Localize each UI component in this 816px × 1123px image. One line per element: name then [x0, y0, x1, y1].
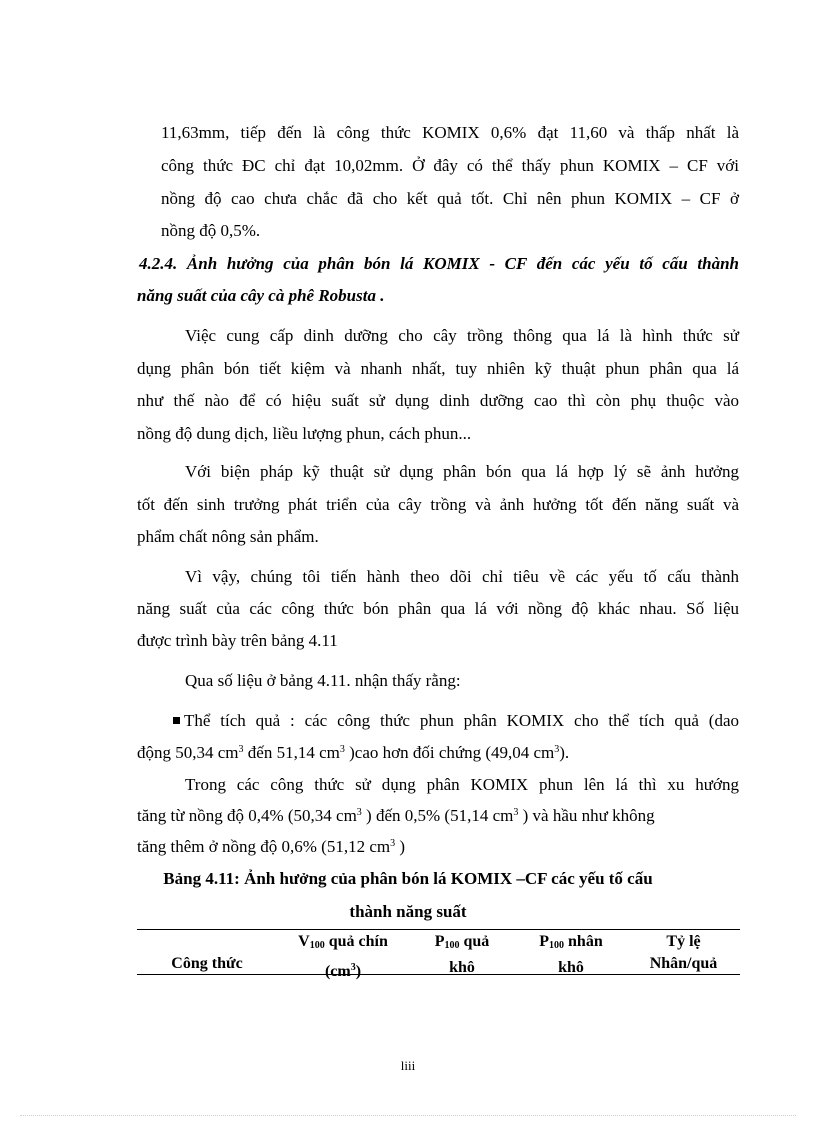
bullet-marker	[173, 717, 180, 724]
header-text: khô	[558, 959, 584, 976]
bullet-item	[173, 712, 739, 729]
header-text: P	[434, 933, 445, 950]
table-caption: Bảng 4.11: Ảnh hưởng của phân bón lá KOMIX –CF các yếu tố cấu	[163, 869, 653, 888]
table-caption: thành năng suất	[349, 902, 467, 921]
text-line: Với biện pháp kỹ thuật sử dụng phân bón qua lá hợp lý sẽ ảnh hưởng	[185, 462, 739, 481]
header-text: )	[355, 963, 362, 980]
column-header-formula: Công thức	[171, 955, 243, 972]
text-line	[137, 838, 405, 855]
header-text: Nhân/quả	[649, 955, 718, 972]
text-line: phẩm chất nông sản phẩm.	[137, 527, 319, 546]
header-text: (cm	[324, 963, 351, 980]
text-line: 11,63mm, tiếp đến là công thức KOMIX 0,6% đạt 11,60 và thấp nhất là	[161, 123, 739, 142]
column-header-ratio	[627, 931, 740, 975]
text-line: như thế nào để có hiệu suất sử dụng dinh dưỡng cao thì còn phụ thuộc vào	[137, 391, 739, 410]
text-line: tốt đến sinh trưởng phát triển của cây trồng và ảnh hưởng tốt đến năng suất và	[137, 495, 739, 514]
section-heading: năng suất của cây cà phê Robusta .	[137, 286, 385, 305]
text-fragment: ).	[559, 743, 570, 762]
text-fragment: )	[395, 837, 406, 856]
superscript: 3	[350, 962, 356, 973]
header-text: Tỷ lệ	[666, 933, 701, 950]
text-fragment: tăng từ nồng độ 0,4% (50,34 cm	[137, 806, 357, 825]
superscript: 3	[339, 744, 345, 755]
text-fragment: động 50,34 cm	[137, 743, 239, 762]
text-fragment: ) và hầu như không	[518, 806, 655, 825]
text-line: nồng độ cao chưa chắc đã cho kết quả tốt. Chỉ nên phun KOMIX – CF ở	[161, 189, 739, 208]
subscript: 100	[549, 940, 565, 951]
superscript: 3	[554, 744, 560, 755]
header-text: quả chín	[324, 933, 388, 950]
superscript: 3	[390, 838, 396, 849]
text-fragment: tăng thêm ở nồng độ 0,6% (51,12 cm	[137, 837, 391, 856]
column-header-dry-bean-weight	[515, 931, 627, 979]
subscript: 100	[309, 940, 325, 951]
text-fragment: )cao hơn đối chứng (49,04 cm	[344, 743, 555, 762]
text-line: được trình bày trên bảng 4.11	[137, 631, 338, 650]
section-heading: 4.2.4. Ảnh hưởng của phân bón lá KOMIX - CF đến các yếu tố cấu thành	[139, 254, 739, 273]
text-fragment: ) đến 0,5% (51,14 cm	[361, 806, 514, 825]
table-top-rule	[137, 929, 740, 930]
text-line: năng suất của các công thức bón phân qua lá với nồng độ khác nhau. Số liệu	[137, 599, 739, 618]
text-fragment: đến 51,14 cm	[243, 743, 340, 762]
bullet-text: Thể tích quả : các công thức phun phân KOMIX cho thể tích quả (dao	[184, 711, 739, 730]
text-line: Qua số liệu ở bảng 4.11. nhận thấy rằng:	[185, 671, 461, 690]
text-line: nồng độ 0,5%.	[161, 221, 261, 240]
text-line: Vì vậy, chúng tôi tiến hành theo dõi chỉ tiêu về các yếu tố cấu thành	[185, 567, 739, 586]
header-text: nhân	[564, 933, 603, 950]
header-text: khô	[449, 959, 475, 976]
table-header-rule	[137, 974, 740, 975]
superscript: 3	[238, 744, 244, 755]
text-line: Trong các công thức sử dụng phân KOMIX phun lên lá thì xu hướng	[185, 775, 739, 794]
text-line	[137, 744, 569, 761]
text-line: dụng phân bón tiết kiệm và nhanh nhất, tuy nhiên kỹ thuật phun phân qua lá	[137, 359, 739, 378]
text-line	[137, 807, 655, 824]
column-header-dry-fruit-weight	[409, 931, 515, 979]
superscript: 3	[356, 807, 362, 818]
column-header-volume	[277, 931, 409, 983]
text-line: Việc cung cấp dinh dưỡng cho cây trồng thông qua lá là hình thức sử	[185, 326, 739, 345]
superscript: 3	[513, 807, 519, 818]
header-text: V	[298, 933, 310, 950]
header-text: quả	[459, 933, 490, 950]
text-line: nồng độ dung dịch, liều lượng phun, cách phun...	[137, 424, 472, 443]
page-bottom-border	[20, 1115, 796, 1116]
page-number: liii	[400, 1058, 416, 1073]
subscript: 100	[444, 940, 460, 951]
text-line: công thức ĐC chỉ đạt 10,02mm. Ở đây có thể thấy phun KOMIX – CF với	[161, 156, 739, 175]
header-text: P	[539, 933, 550, 950]
